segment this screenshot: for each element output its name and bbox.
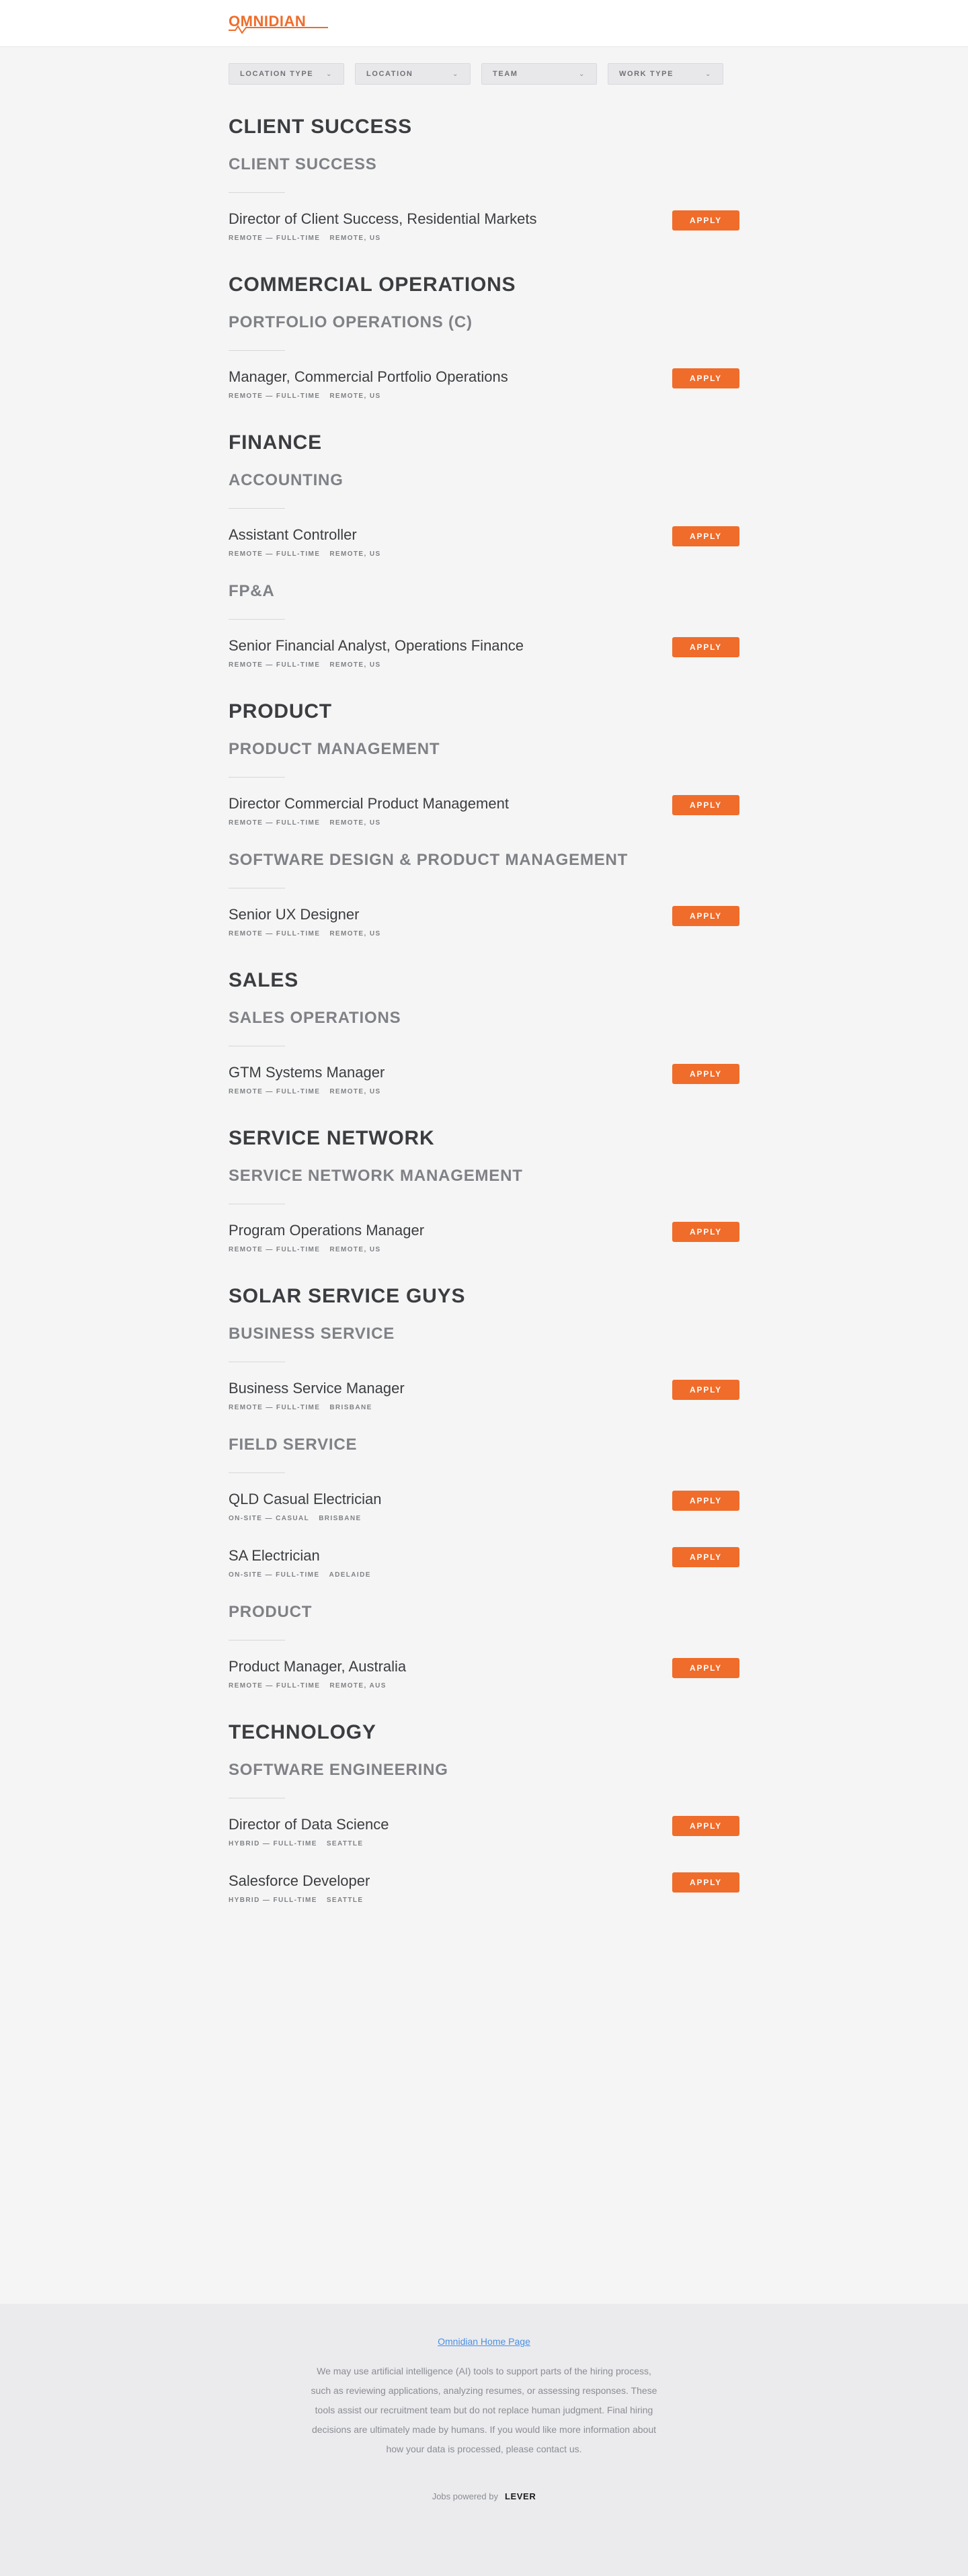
department-section [229, 1760, 739, 1910]
job-posting[interactable] [229, 794, 739, 833]
job-meta [229, 930, 739, 938]
department-title: SOFTWARE ENGINEERING [229, 1761, 448, 1779]
department-title: SALES OPERATIONS [229, 1009, 401, 1027]
chevron-down-icon: ⌄ [452, 70, 459, 78]
job-posting[interactable] [229, 1546, 739, 1585]
department-title: SERVICE NETWORK MANAGEMENT [229, 1167, 523, 1185]
team-section [229, 1284, 739, 1696]
team-section [229, 699, 739, 944]
job-workplace-commitment: REMOTE — FULL-TIME [229, 392, 321, 400]
job-meta [229, 1246, 739, 1253]
department-title: CLIENT SUCCESS [229, 155, 377, 173]
job-posting[interactable] [229, 525, 739, 564]
department-title: FIELD SERVICE [229, 1436, 358, 1454]
ai-disclaimer: We may use artificial intelligence (AI) tools to support parts of the hiring process, such as reviewing applications, analyzing resumes, or assessing responses. These tools assist our recruitment team but do not replace human judgment. Final hiring decisions are ultimately made by humans. If you would like more information about how your data is processed, please contact us. [311, 2366, 657, 2454]
job-meta [229, 1840, 739, 1847]
powered-by-label: Jobs powered by [432, 2491, 498, 2501]
job-posting[interactable] [229, 1815, 739, 1854]
department-title: SOFTWARE DESIGN & PRODUCT MANAGEMENT [229, 851, 629, 869]
team-title: CLIENT SUCCESS [229, 116, 412, 138]
filter-work-type[interactable] [608, 63, 723, 85]
filter-team[interactable] [481, 63, 597, 85]
job-location: REMOTE, AUS [329, 1682, 387, 1690]
department-title: PORTFOLIO OPERATIONS (C) [229, 313, 473, 331]
job-title[interactable]: Business Service Manager [229, 1380, 405, 1397]
apply-button[interactable]: APPLY [672, 1491, 739, 1511]
job-posting[interactable] [229, 1871, 739, 1910]
job-workplace-commitment: REMOTE — FULL-TIME [229, 1246, 321, 1253]
department-section [229, 470, 739, 564]
job-location: BRISBANE [329, 1404, 372, 1411]
apply-button[interactable]: APPLY [672, 1816, 739, 1836]
job-posting[interactable] [229, 1378, 739, 1417]
apply-button[interactable]: APPLY [672, 210, 739, 231]
job-title[interactable]: Director of Data Science [229, 1816, 389, 1833]
job-posting[interactable] [229, 1657, 739, 1696]
job-title[interactable]: Director of Client Success, Residential Markets [229, 210, 537, 227]
job-location: REMOTE, US [329, 235, 381, 242]
team-section [229, 114, 739, 248]
team-title: PRODUCT [229, 700, 332, 722]
department-section [229, 1324, 739, 1417]
job-posting[interactable] [229, 905, 739, 944]
department-title: BUSINESS SERVICE [229, 1325, 395, 1343]
job-location: REMOTE, US [329, 1246, 381, 1253]
job-location: REMOTE, US [329, 550, 381, 558]
job-meta [229, 1404, 739, 1411]
department-title: PRODUCT [229, 1603, 313, 1621]
job-workplace-commitment: REMOTE — FULL-TIME [229, 819, 321, 827]
job-title[interactable]: Product Manager, Australia [229, 1658, 407, 1675]
job-posting[interactable] [229, 1489, 739, 1528]
filter-label: WORK TYPE [619, 70, 674, 78]
job-posting[interactable] [229, 1063, 739, 1102]
divider [229, 1472, 285, 1473]
team-section [229, 968, 739, 1102]
apply-button[interactable]: APPLY [672, 906, 739, 926]
apply-button[interactable]: APPLY [672, 1064, 739, 1084]
job-workplace-commitment: REMOTE — FULL-TIME [229, 550, 321, 558]
job-meta [229, 1682, 739, 1690]
job-title[interactable]: QLD Casual Electrician [229, 1491, 382, 1507]
job-workplace-commitment: REMOTE — FULL-TIME [229, 1682, 321, 1690]
department-title: FP&A [229, 582, 275, 600]
apply-button[interactable]: APPLY [672, 1380, 739, 1400]
job-workplace-commitment: REMOTE — FULL-TIME [229, 930, 321, 938]
apply-button[interactable]: APPLY [672, 1222, 739, 1242]
job-meta [229, 235, 739, 242]
team-title: FINANCE [229, 431, 322, 454]
divider [229, 350, 285, 351]
team-section [229, 1126, 739, 1259]
omnidian-logo[interactable] [229, 9, 329, 35]
filter-bar [229, 47, 739, 85]
job-posting[interactable] [229, 209, 739, 248]
department-title: PRODUCT MANAGEMENT [229, 740, 440, 758]
team-title: TECHNOLOGY [229, 1721, 376, 1743]
job-title[interactable]: Salesforce Developer [229, 1872, 370, 1889]
job-workplace-commitment: ON-SITE — CASUAL [229, 1515, 310, 1522]
job-location: REMOTE, US [329, 930, 381, 938]
team-section [229, 272, 739, 406]
apply-button[interactable]: APPLY [672, 1658, 739, 1678]
department-section [229, 1602, 739, 1696]
job-location: REMOTE, US [329, 661, 381, 669]
filter-location[interactable] [355, 63, 471, 85]
job-meta [229, 661, 739, 669]
home-page-link[interactable]: Omnidian Home Page [438, 2336, 530, 2347]
job-posting[interactable] [229, 367, 739, 406]
job-workplace-commitment: REMOTE — FULL-TIME [229, 1404, 321, 1411]
chevron-down-icon: ⌄ [705, 70, 712, 78]
job-workplace-commitment: REMOTE — FULL-TIME [229, 1088, 321, 1095]
chevron-down-icon: ⌄ [326, 70, 333, 78]
apply-button[interactable]: APPLY [672, 1547, 739, 1567]
divider [229, 508, 285, 509]
job-title[interactable]: Program Operations Manager [229, 1222, 425, 1239]
job-title[interactable]: Manager, Commercial Portfolio Operations [229, 368, 508, 385]
team-title: COMMERCIAL OPERATIONS [229, 274, 516, 296]
top-bar [0, 0, 968, 47]
department-section [229, 1166, 739, 1259]
job-location: REMOTE, US [329, 1088, 381, 1095]
job-location: BRISBANE [319, 1515, 362, 1522]
job-title[interactable]: GTM Systems Manager [229, 1064, 385, 1081]
team-title: SERVICE NETWORK [229, 1127, 435, 1149]
job-title[interactable]: Director Commercial Product Management [229, 795, 509, 812]
divider [229, 777, 285, 778]
svg-text:OMNIDIAN: OMNIDIAN [229, 13, 307, 30]
job-meta [229, 819, 739, 827]
job-title[interactable]: Assistant Controller [229, 526, 357, 543]
lever-logo[interactable]: LEVER [504, 2491, 536, 2501]
job-meta [229, 392, 739, 400]
job-meta [229, 1515, 739, 1522]
job-title[interactable]: Senior UX Designer [229, 906, 360, 923]
apply-button[interactable]: APPLY [672, 368, 739, 388]
team-title: SOLAR SERVICE GUYS [229, 1285, 466, 1307]
department-section [229, 581, 739, 675]
department-section [229, 739, 739, 833]
department-section [229, 1435, 739, 1585]
department-title: ACCOUNTING [229, 471, 344, 489]
job-title[interactable]: Senior Financial Analyst, Operations Finance [229, 637, 524, 654]
postings-list [229, 85, 739, 1910]
job-title[interactable]: SA Electrician [229, 1547, 320, 1564]
divider [229, 619, 285, 620]
apply-button[interactable]: APPLY [672, 795, 739, 815]
divider [229, 192, 285, 193]
department-section [229, 155, 739, 248]
filter-label: LOCATION TYPE [240, 70, 314, 78]
filter-label: TEAM [493, 70, 518, 78]
apply-button[interactable]: APPLY [672, 1872, 739, 1893]
job-location: REMOTE, US [329, 392, 381, 400]
department-section [229, 1008, 739, 1102]
team-section [229, 1720, 739, 1910]
footer [0, 2304, 968, 2576]
team-title: SALES [229, 969, 299, 991]
job-workplace-commitment: HYBRID — FULL-TIME [229, 1840, 317, 1847]
job-workplace-commitment: HYBRID — FULL-TIME [229, 1897, 317, 1904]
job-location: ADELAIDE [329, 1571, 371, 1579]
job-meta [229, 550, 739, 558]
job-meta [229, 1571, 739, 1579]
job-workplace-commitment: REMOTE — FULL-TIME [229, 661, 321, 669]
job-posting[interactable] [229, 1220, 739, 1259]
department-section [229, 850, 739, 944]
job-posting[interactable] [229, 636, 739, 675]
powered-by [0, 2491, 968, 2501]
filter-label: LOCATION [366, 70, 413, 78]
omnidian-logo-icon [229, 10, 329, 34]
apply-button[interactable]: APPLY [672, 526, 739, 546]
department-section [229, 313, 739, 406]
job-location: REMOTE, US [329, 819, 381, 827]
job-location: SEATTLE [326, 1840, 364, 1847]
job-workplace-commitment: REMOTE — FULL-TIME [229, 235, 321, 242]
filter-location-type[interactable] [229, 63, 344, 85]
job-location: SEATTLE [326, 1897, 364, 1904]
chevron-down-icon: ⌄ [579, 70, 586, 78]
job-meta [229, 1897, 739, 1904]
apply-button[interactable]: APPLY [672, 637, 739, 657]
job-workplace-commitment: ON-SITE — FULL-TIME [229, 1571, 320, 1579]
job-meta [229, 1088, 739, 1095]
team-section [229, 430, 739, 675]
